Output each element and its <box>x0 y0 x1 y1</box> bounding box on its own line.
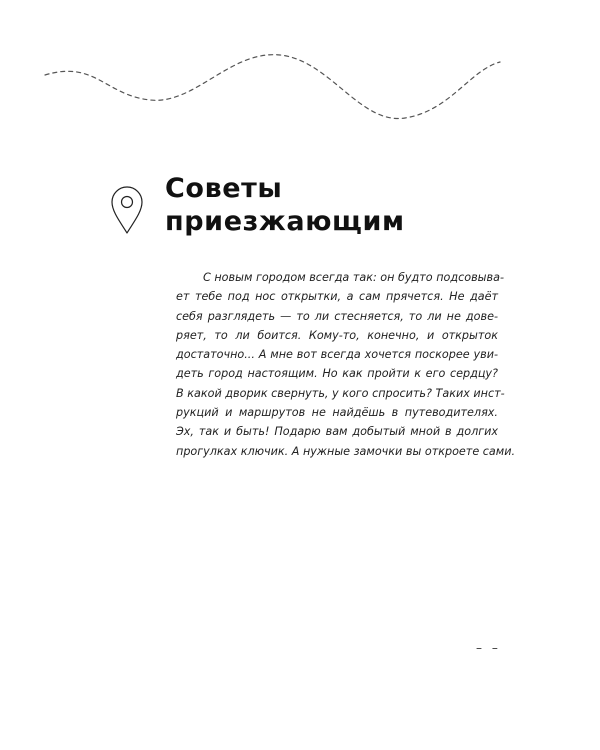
intro-line: рукций и маршрутов не найдёшь в путеводителях. <box>176 406 498 420</box>
page-marker: – – <box>476 641 501 655</box>
intro-line: ет тебе под нос открытки, а сам прячется. Не даёт <box>176 290 498 304</box>
title-line-2: приезжающим <box>165 206 405 237</box>
intro-line: себя разглядеть — то ли стесняется, то ли не дове- <box>176 309 498 323</box>
dashed-route-line <box>0 0 600 140</box>
intro-line: деть город настоящим. Но как пройти к его сердцу? <box>176 367 498 381</box>
intro-line: ряет, то ли боится. Кому-то, конечно, и открыток <box>176 328 498 342</box>
title-line-1: Советы <box>165 173 283 204</box>
intro-line: С новым городом всегда так: он будто подсовыва- <box>203 271 504 284</box>
intro-line: достаточно... А мне вот всегда хочется поскорее уви- <box>176 348 498 362</box>
intro-line: В какой дворик свернуть, у кого спросить? Таких инст- <box>176 386 505 400</box>
location-pin-icon <box>110 185 144 235</box>
intro-line: Эх, так и быть! Подарю вам добытый мной в долгих <box>176 425 498 439</box>
page-title <box>165 172 405 238</box>
intro-line: прогулках ключик. А нужные замочки вы откроете сами. <box>176 444 516 458</box>
intro-paragraph <box>176 268 516 461</box>
